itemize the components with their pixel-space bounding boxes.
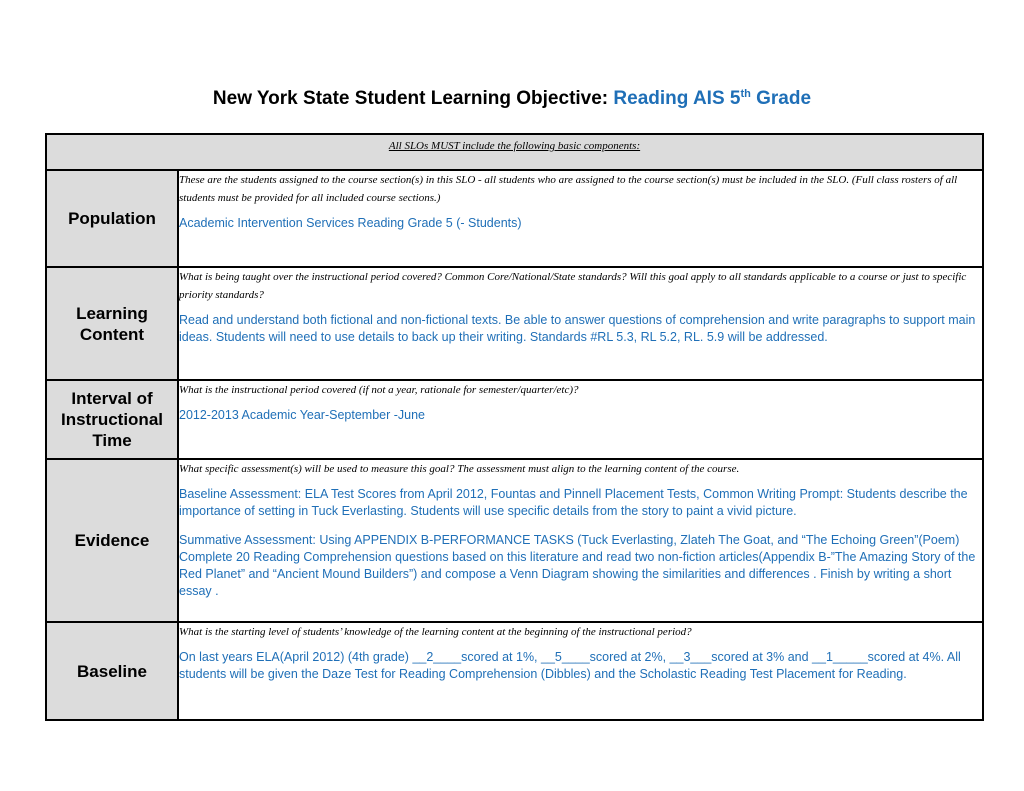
- evidence-question: What specific assessment(s) will be used to measure this goal? The assessment must align to the learning content of the course.: [179, 463, 740, 475]
- baseline-answer: On last years ELA(April 2012) (4th grade) __2____scored at 1%, __5____scored at 2%, __3___scored at 3% and __1_____scored at 4%. All students will be given the Daze Test for Reading Comprehension (Dibbles) and the Scholastic Reading Test Placement for Reading.: [179, 650, 961, 681]
- evidence-label: Evidence: [46, 459, 178, 622]
- population-cell: [178, 170, 983, 267]
- baseline-label: Baseline: [46, 622, 178, 720]
- header-row: [46, 134, 983, 170]
- learning-content-cell: [178, 267, 983, 380]
- title-prefix: New York State Student Learning Objective:: [212, 88, 614, 109]
- title-superscript: th: [740, 88, 751, 100]
- slo-table: [45, 133, 984, 721]
- interval-label: Interval of Instructional Time: [46, 380, 178, 459]
- title-subject-text: Reading AIS 5: [613, 88, 741, 109]
- population-question: These are the students assigned to the course section(s) in this SLO - all students who are assigned to the course section(s) must be included in the SLO. (Full class rosters of all students must be provided for all included course sections.): [179, 174, 958, 204]
- title-suffix: Grade: [750, 88, 812, 109]
- population-label: Population: [46, 170, 178, 267]
- header-note: All SLOs MUST include the following basic components:: [388, 140, 641, 152]
- learning-content-answer: Read and understand both fictional and non-fictional texts. Be able to answer questions of comprehension and write paragraphs to support main ideas. Students will need to use details to back up their writing. Standards #RL 5.3, RL 5.2, RL. 5.9 will be addressed.: [179, 313, 976, 344]
- evidence-cell: [178, 459, 983, 622]
- interval-answer: 2012-2013 Academic Year-September -June: [179, 408, 425, 422]
- baseline-question: What is the starting level of students’ knowledge of the learning content at the beginning of the instructional period?: [179, 626, 692, 638]
- baseline-cell: [178, 622, 983, 720]
- population-answer: Academic Intervention Services Reading Grade 5 (- Students): [179, 216, 522, 230]
- evidence-baseline-answer: Baseline Assessment: ELA Test Scores from April 2012, Fountas and Pinnell Placement Tests, Common Writing Prompt: Students describe the importance of setting in Tuck Everlasting. Students will use specific details from the story to paint a vivid picture.: [179, 487, 968, 518]
- interval-question: What is the instructional period covered (if not a year, rationale for semester/quarter/etc)?: [179, 384, 579, 396]
- interval-cell: [178, 380, 983, 459]
- title-subject: [613, 88, 811, 109]
- learning-content-label: Learning Content: [46, 267, 178, 380]
- page-title: [0, 88, 1024, 110]
- evidence-summative-answer: Summative Assessment: Using APPENDIX B-PERFORMANCE TASKS (Tuck Everlasting, Zlateh The Goat, and “The Echoing Green”(Poem) Complete 20 Reading Comprehension questions based on this literature and read two non-fiction articles(Appendix B-”The Amazing Story of the Red Planet” and “Ancient Mound Builders”) and compose a Venn Diagram showing the similarities and differences . Finish by writing a short essay .: [179, 533, 976, 598]
- learning-content-question: What is being taught over the instructional period covered? Common Core/National/State standards? Will this goal apply to all standards applicable to a course or just to specific priority standards?: [179, 271, 967, 301]
